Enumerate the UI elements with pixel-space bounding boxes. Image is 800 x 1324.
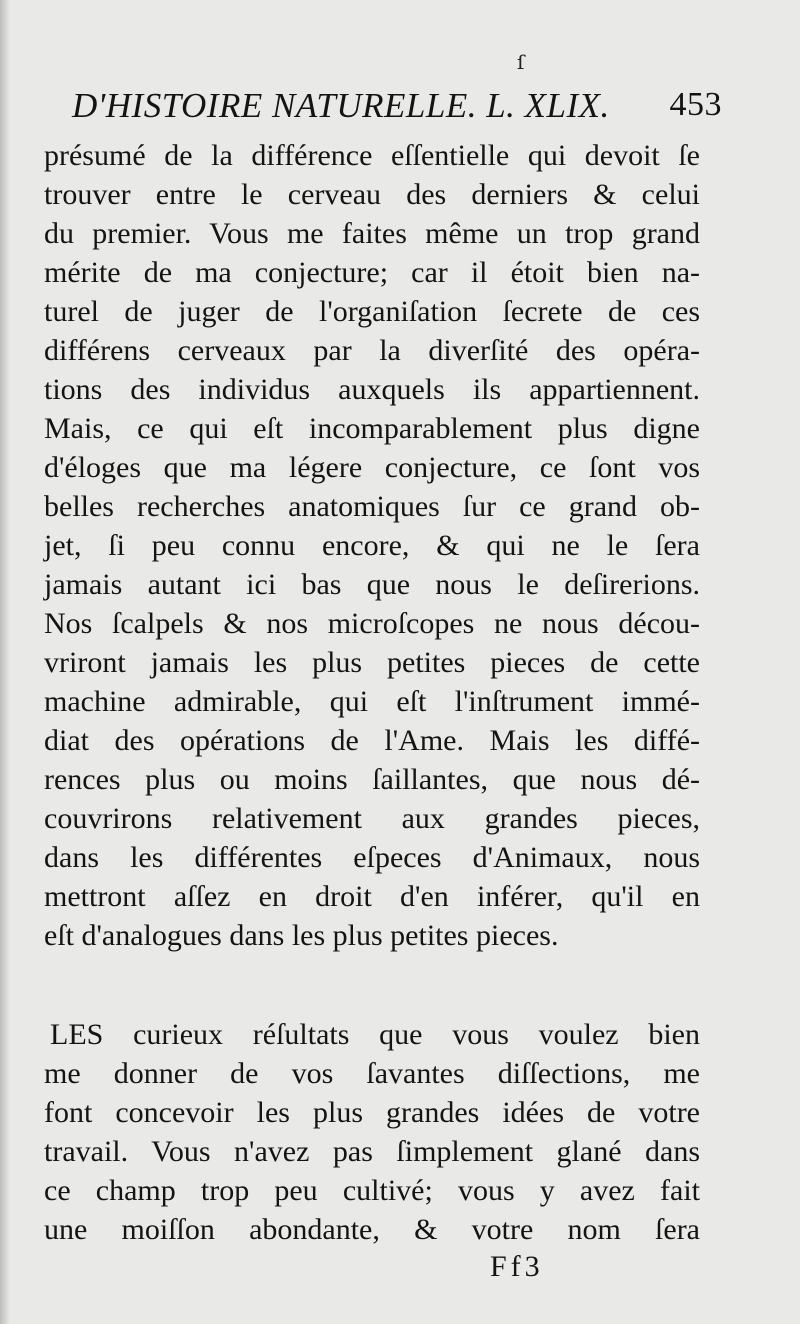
text-line: une moiſſon abondante, & votre nom ſera — [44, 1213, 700, 1246]
text-line: machine admirable, qui eſt l'inſtrument immé- — [44, 685, 700, 718]
running-head — [72, 78, 722, 130]
text-line: Nos ſcalpels & nos microſcopes ne nous décou- — [44, 607, 700, 640]
text-line: turel de juger de l'organiſation ſecrete de ces — [44, 295, 700, 328]
text-line: vriront jamais les plus petites pieces de cette — [44, 646, 700, 679]
text-line: dans les différentes eſpeces d'Animaux, nous — [44, 841, 700, 874]
text-line: d'éloges que ma légere conjecture, ce ſont vos — [44, 451, 700, 484]
text-line: jet, ſi peu connu encore, & qui ne le ſera — [44, 529, 700, 562]
text-line: tions des individus auxquels ils appartiennent. — [44, 373, 700, 406]
body-text — [44, 136, 700, 1249]
text-line: rences plus ou moins ſaillantes, que nous dé- — [44, 763, 700, 796]
text-line: travail. Vous n'avez pas ſimplement glané dans — [44, 1135, 700, 1168]
text-line: Mais, ce qui eſt incomparablement plus digne — [44, 412, 700, 445]
text-line: jamais autant ici bas que nous le deſirerions. — [44, 568, 700, 601]
signature-mark: Ff3 — [490, 1250, 544, 1283]
text-line: présumé de la différence eſſentielle qui devoit ſe — [44, 139, 700, 172]
top-printer-mark: ſ — [517, 50, 525, 74]
text-line: font concevoir les plus grandes idées de votre — [44, 1096, 700, 1129]
text-line: belles recherches anatomiques ſur ce grand ob- — [44, 490, 700, 523]
paragraph-1 — [44, 136, 700, 955]
text-line: eſt d'analogues dans les plus petites pieces. — [44, 919, 559, 952]
text-line: mérite de ma conjecture; car il étoit bien na- — [44, 256, 700, 289]
running-title: D'HISTOIRE NATURELLE. L. XLIX. — [72, 86, 610, 125]
text-line: couvrirons relativement aux grandes pieces, — [44, 802, 700, 835]
text-line: du premier. Vous me faites même un trop grand — [44, 217, 700, 250]
text-line: mettront aſſez en droit d'en inférer, qu'il en — [44, 880, 700, 913]
text-line: ce champ trop peu cultivé; vous y avez fait — [44, 1174, 700, 1207]
paragraph-spacer — [44, 955, 700, 1015]
page-number: 453 — [669, 86, 722, 123]
text-line: trouver entre le cerveau des derniers & celui — [44, 178, 700, 211]
text-line: LES curieux réſultats que vous voulez bien — [50, 1018, 700, 1051]
text-line: différens cerveaux par la diverſité des opéra- — [44, 334, 700, 367]
text-line: diat des opérations de l'Ame. Mais les diffé- — [44, 724, 700, 757]
paragraph-2 — [44, 1015, 700, 1249]
text-line: me donner de vos ſavantes diſſections, me — [44, 1057, 700, 1090]
